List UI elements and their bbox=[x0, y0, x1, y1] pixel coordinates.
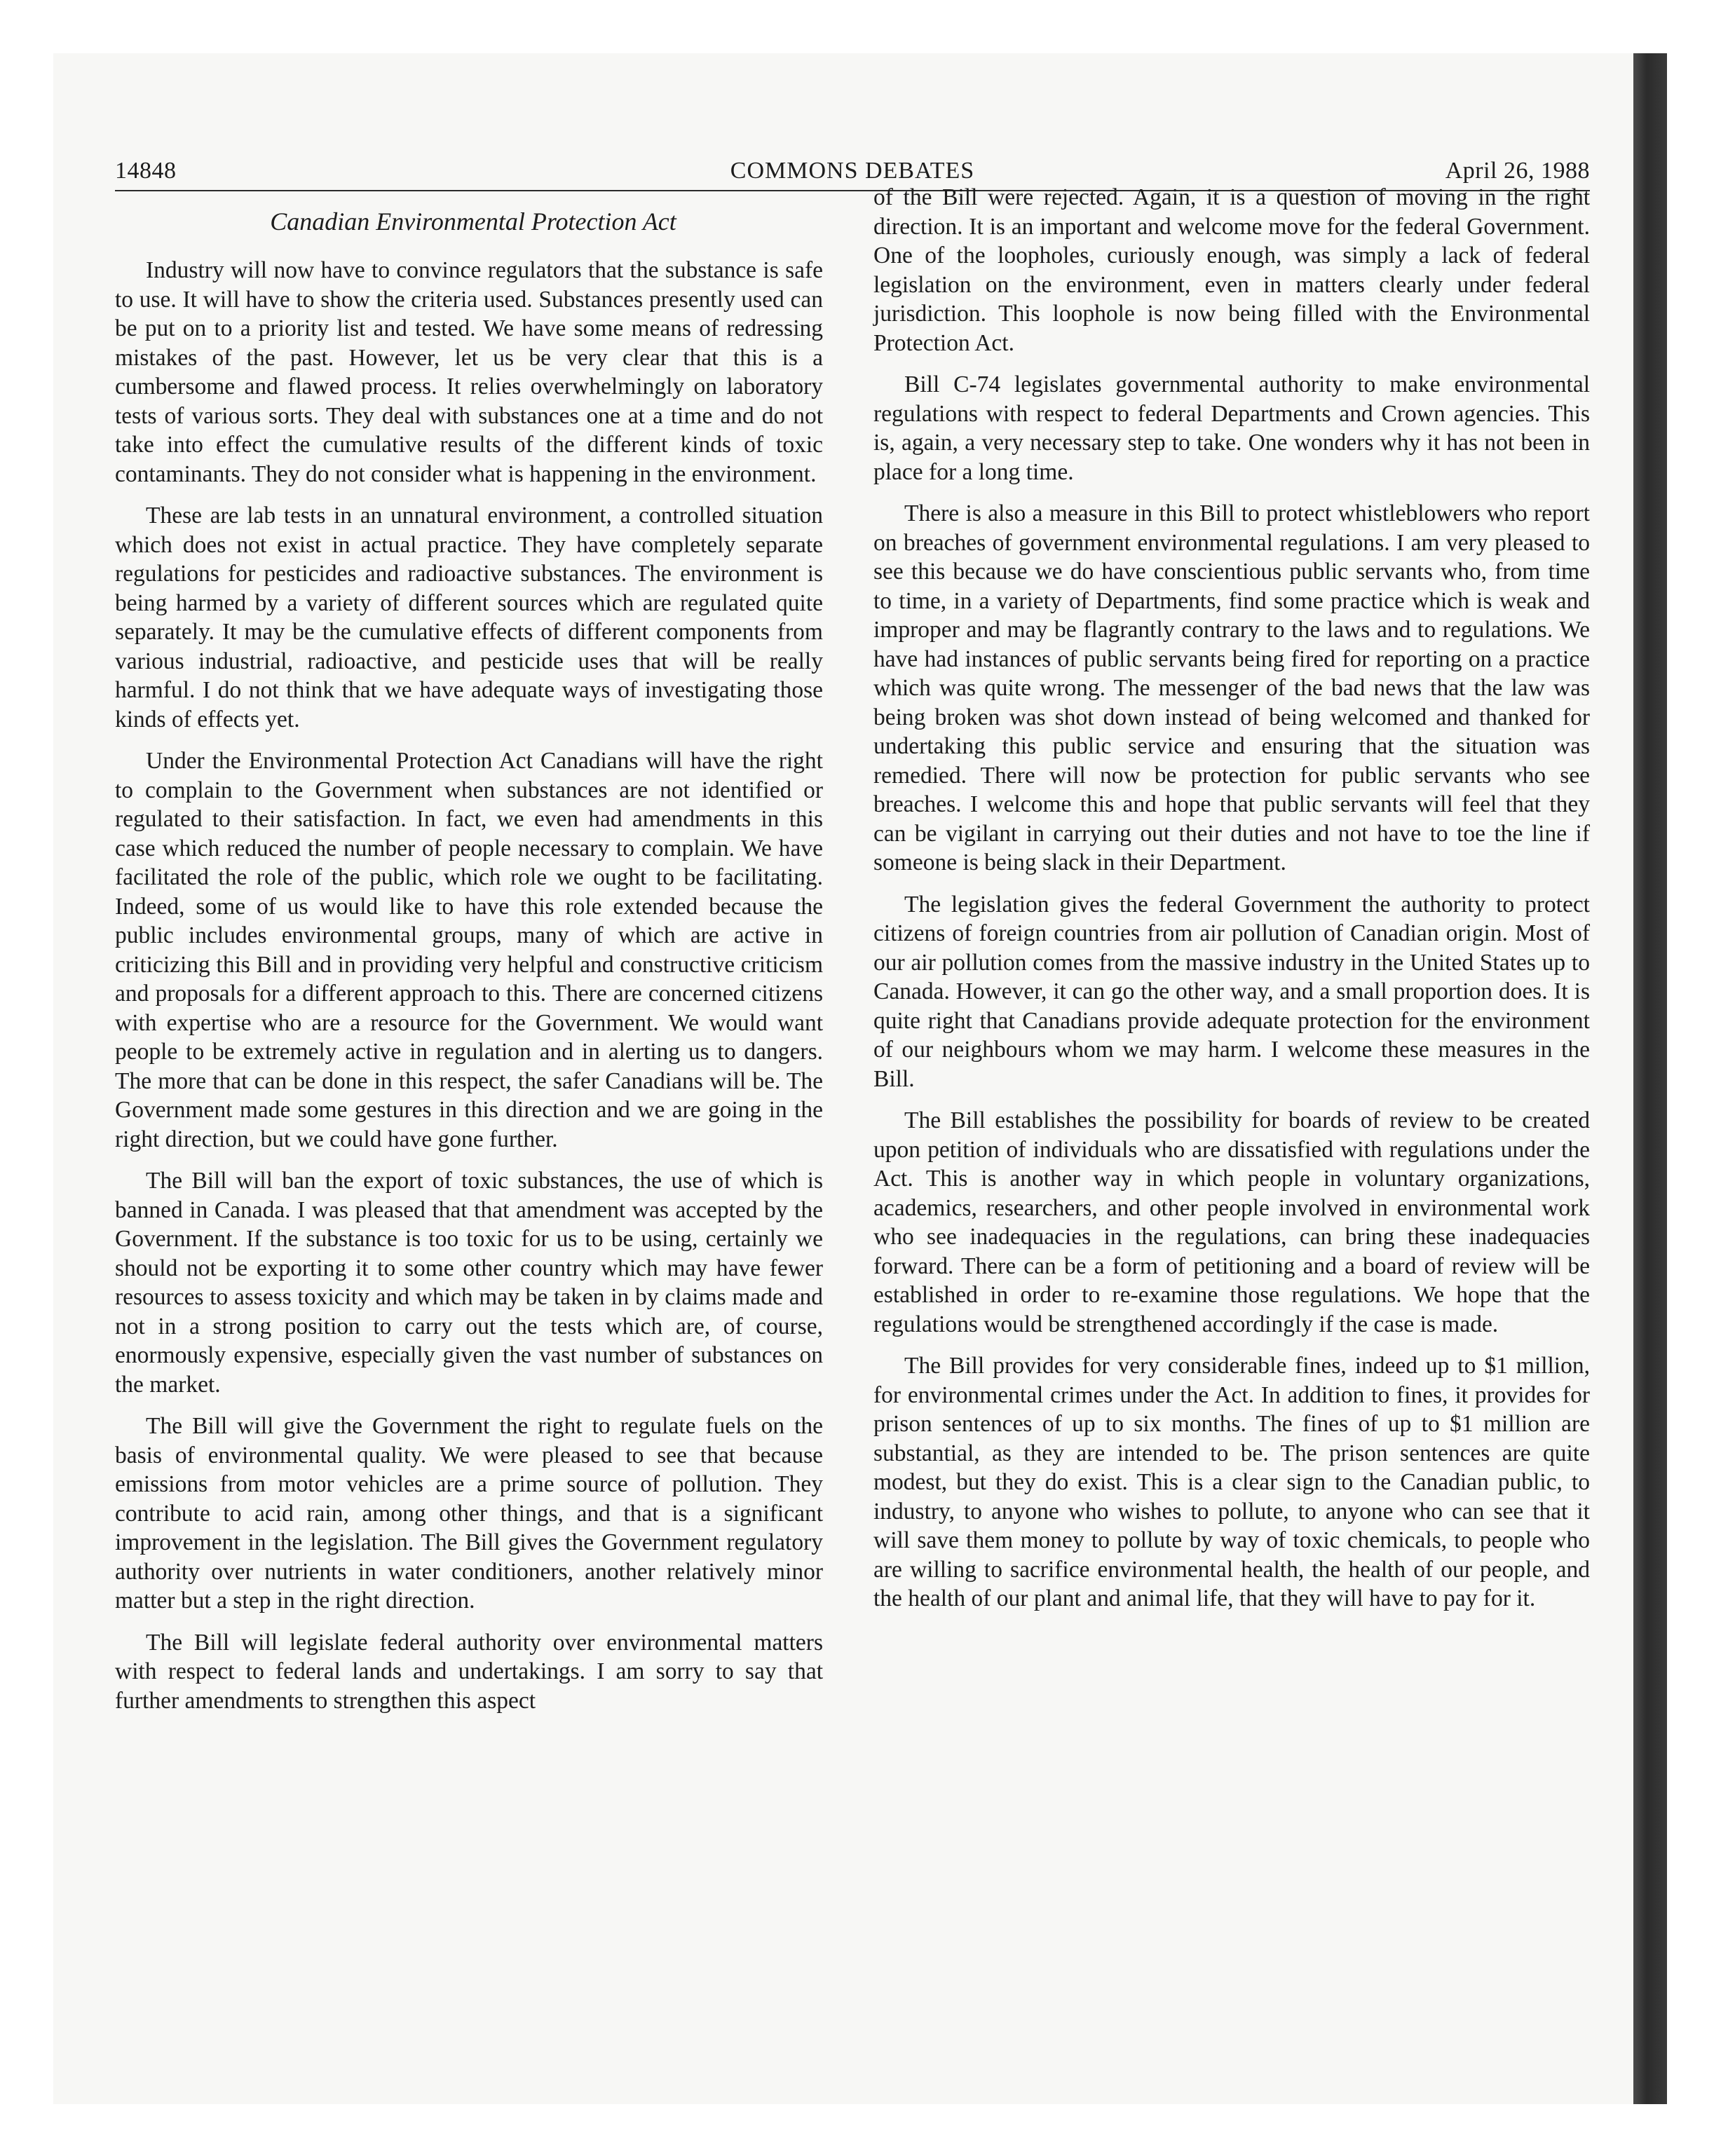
section-title: Canadian Environmental Protection Act bbox=[270, 207, 676, 236]
left-column bbox=[115, 256, 823, 1728]
page-binding-edge bbox=[1633, 53, 1667, 2104]
paragraph: These are lab tests in an unnatural environment, a controlled situation which does not exist in actual practice. They have completely separate regulations for pesticides and radioactive substances. The environment is being harmed by a variety of different sources which are regulated quite separately. It may be the cumulative effects of different components from various industrial, radioactive, and pesticide uses that will be really harmful. I do not think that we have adequate ways of investigating those kinds of effects yet. bbox=[115, 503, 823, 732]
publication-date: April 26, 1988 bbox=[1445, 158, 1590, 184]
paragraph: The Bill will ban the export of toxic substances, the use of which is banned in Canada. I was pleased that that amendment was accepted by the Government. If the substance is too toxic for us to be using, certainly we should not be exporting it to some other country which may have fewer resources to assess toxicity and which may be taken in by claims made and not in a strong position to carry out the tests which are, of course, enormously expensive, especially given the vast number of substances on the market. bbox=[115, 1168, 823, 1398]
paragraph: The Bill establishes the possibility for boards of review to be created upon petition of individuals who are dissatisfied with regulations under the Act. This is another way in which people in voluntary organizations, academics, researchers, and other people involved in environmental work who see inadequacies in the regulations, can bring these inadequacies forward. There can be a form of petitioning and a board of review will be established in order to re-examine those regulations. We hope that the regulations would be strengthened accordingly if the case is made. bbox=[873, 1107, 1590, 1337]
right-column bbox=[873, 183, 1590, 1626]
paragraph: There is also a measure in this Bill to protect whistleblowers who report on breaches of government environmental regulations. I am very pleased to see this because we do have conscientious public servants who, from time to time, in a variety of Departments, find some practice which is weak and improper and may be flagrantly contrary to the laws and to regulations. We have had instances of public servants being fired for reporting on a practice which was quite wrong. The messenger of the bad news that the law was being broken was shot down instead of being welcomed and thanked for undertaking this public service and ensuring that the situation was remedied. There will now be protection for public servants who see breaches. I welcome this and hope that public servants will feel that they can be vigilant in carrying out their duties and not have to toe the line if someone is being slack in their Department. bbox=[873, 500, 1590, 875]
paragraph: Bill C-74 legislates governmental authority to make environmental regulations with respect to federal Departments and Crown agencies. This is, again, a very necessary step to take. One wonders why it has not been in place for a long time. bbox=[873, 371, 1590, 485]
paragraph: The Bill provides for very considerable fines, indeed up to $1 million, for environmental crimes under the Act. In addition to fines, it provides for prison sentences of up to six months. The fines of up to $1 million are substantial, as they are intended to be. The prison sentences are quite modest, but they do exist. This is a clear sign to the Canadian public, to industry, to anyone who wishes to pollute, to anyone who can see that it will save them money to pollute by way of toxic chemicals, to people who are willing to sacrifice environmental health, the health of our people, and the health of our plant and animal life, that they will have to pay for it. bbox=[873, 1353, 1590, 1611]
page-content bbox=[115, 158, 1590, 2078]
page-number: 14848 bbox=[115, 158, 177, 184]
paragraph: The Bill will give the Government the right to regulate fuels on the basis of environmental quality. We were pleased to see that because emissions from motor vehicles are a prime source of pollution. They contribute to acid rain, among other things, and that is a significant improvement in the legislation. The Bill gives the Government regulatory authority over nutrients in water conditioners, another relatively minor matter but a step in the right direction. bbox=[115, 1413, 823, 1613]
publication-title: COMMONS DEBATES bbox=[730, 158, 975, 184]
paragraph-continued: of the Bill were rejected. Again, it is a question of moving in the right direction. It is an important and welcome move for the federal Government. One of the loopholes, curiously enough, was simply a lack of federal legislation on the environment, even in matters clearly under federal jurisdiction. This loophole is now being filled with the Environmental Protection Act. bbox=[873, 184, 1590, 356]
paragraph: The legislation gives the federal Government the authority to protect citizens of foreign countries from air pollution of Canadian origin. Most of our air pollution comes from the massive industry in the United States up to Canada. However, it can go the other way, and a small proportion does. It is quite right that Canadians provide adequate protection for the environment of our neighbours whom we may harm. I welcome these measures in the Bill. bbox=[873, 891, 1590, 1092]
paragraph: The Bill will legislate federal authority over environmental matters with respect to federal lands and undertakings. I am sorry to say that further amendments to strengthen this aspect bbox=[115, 1629, 823, 1714]
paragraph: Industry will now have to convince regulators that the substance is safe to use. It will have to show the criteria used. Substances presently used can be put on to a priority list and tested. We have some means of redressing mistakes of the past. However, let us be very clear that this is a cumbersome and flawed process. It relies overwhelmingly on laboratory tests of various sorts. They deal with substances one at a time and do not take into effect the cumulative results of the different kinds of toxic contaminants. They do not consider what is happening in the environment. bbox=[115, 257, 823, 487]
paragraph: Under the Environmental Protection Act Canadians will have the right to complain to the Government when substances are not identified or regulated to their satisfaction. In fact, we even had amendments in this case which reduced the number of people necessary to complain. We have facilitated the role of the public, which role we ought to be facilitating. Indeed, some of us would like to have this role extended because the public includes environmental groups, many of which are active in criticizing this Bill and in providing very helpful and constructive criticism and proposals for a different approach to this. There are concerned citizens with expertise who are a resource for the Government. We would want people to be extremely active in regulation and in alerting us to dangers. The more that can be done in this respect, the safer Canadians will be. The Government made some gestures in this direction and we are going in the right direction, but we could have gone further. bbox=[115, 748, 823, 1152]
